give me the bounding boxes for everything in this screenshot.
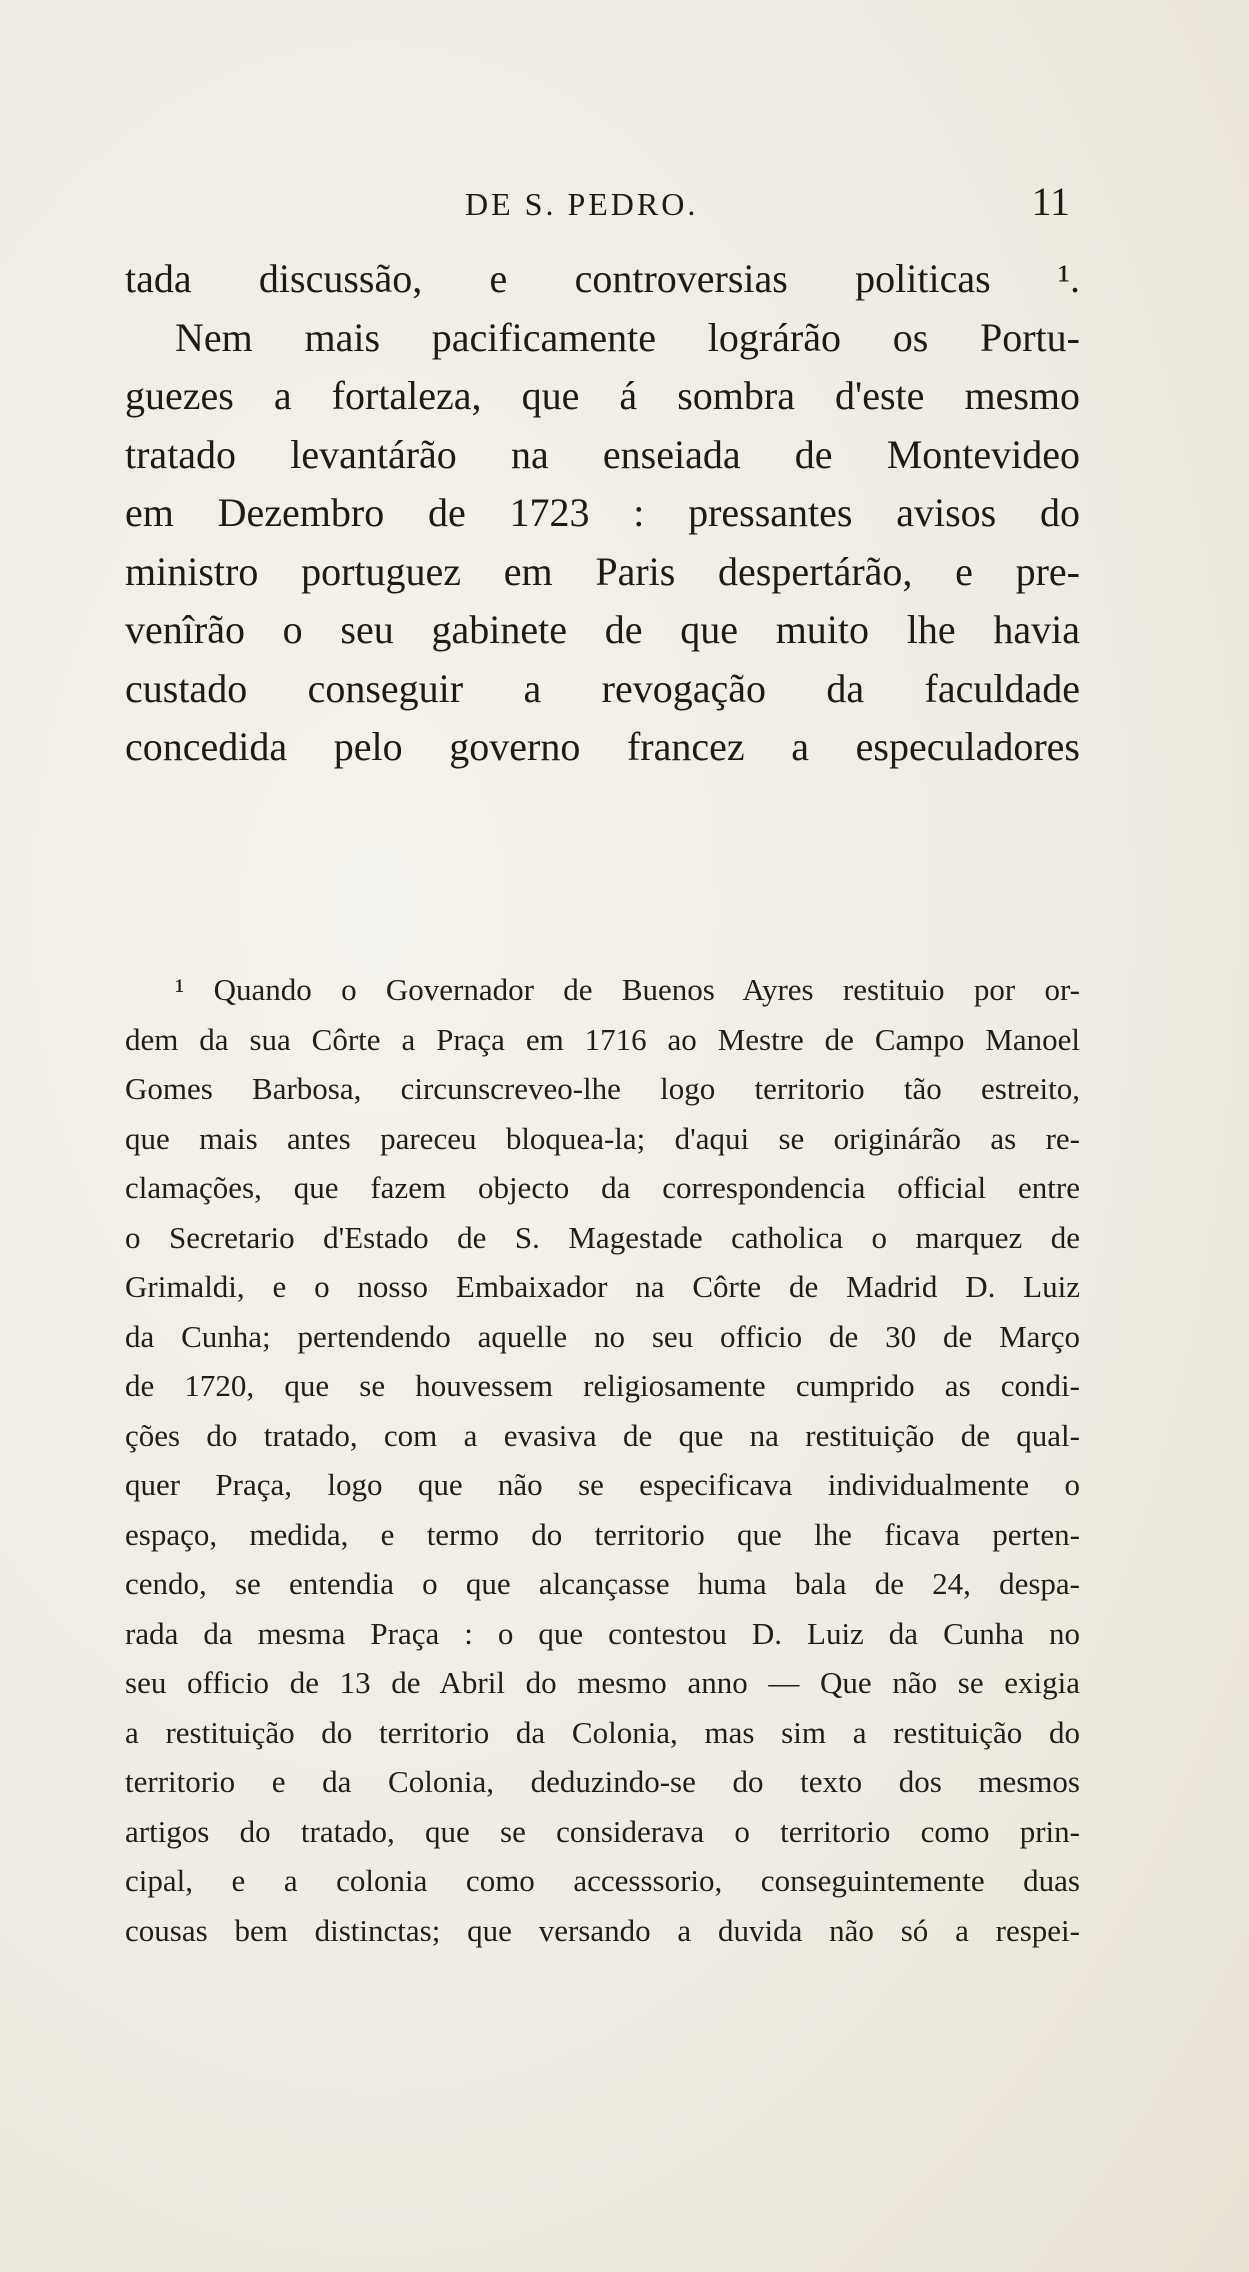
- text-line: tratado levantárão na enseiada de Montevideo: [125, 431, 1080, 477]
- footnote-line: da Cunha; pertendendo aquelle no seu officio de 30 de Março: [125, 1318, 1080, 1354]
- footnote-line: o Secretario d'Estado de S. Magestade catholica o marquez de: [125, 1219, 1080, 1255]
- footnote-line: rada da mesma Praça : o que contestou D. Luiz da Cunha no: [125, 1615, 1080, 1651]
- footnote-line: quer Praça, logo que não se especificava individualmente o: [125, 1467, 1080, 1502]
- footnote-line: ções do tratado, com a evasiva de que na restituição de qual-: [125, 1417, 1080, 1453]
- footnote-line: cipal, e a colonia como accesssorio, conseguintemente duas: [125, 1863, 1080, 1898]
- footnote-line: ¹ Quando o Governador de Buenos Ayres restituio por or-: [175, 972, 1080, 1007]
- footnote-line: espaço, medida, e termo do territorio que lhe ficava perten-: [125, 1516, 1080, 1552]
- footnote-line: Gomes Barbosa, circunscreveo-lhe logo territorio tão estreito,: [125, 1071, 1080, 1106]
- text-line: Nem mais pacificamente lográrão os Portu-: [175, 314, 1080, 360]
- footnote-line: cousas bem distinctas; que versando a duvida não só a respei-: [125, 1912, 1080, 1948]
- footnote-line: seu officio de 13 de Abril do mesmo anno — Que não se exigia: [125, 1665, 1080, 1700]
- text-line: tada discussão, e controversias politicas ¹.: [125, 256, 1080, 301]
- footnote: [125, 965, 1080, 1955]
- text-line: concedida pelo governo francez a especuladores: [125, 724, 1080, 769]
- footnote-line: dem da sua Côrte a Praça em 1716 ao Mestre de Campo Manoel: [125, 1021, 1080, 1057]
- page-header: [125, 178, 1080, 228]
- footnote-line: territorio e da Colonia, deduzindo-se do texto dos mesmos: [125, 1764, 1080, 1799]
- text-line: venîrão o seu gabinete de que muito lhe havia: [125, 607, 1080, 652]
- footnote-line: que mais antes pareceu bloquea-la; d'aqui se originárão as re-: [125, 1120, 1080, 1156]
- text-line: em Dezembro de 1723 : pressantes avisos do: [125, 490, 1080, 535]
- footnote-line: Grimaldi, e o nosso Embaixador na Côrte de Madrid D. Luiz: [125, 1269, 1080, 1304]
- footnote-line: de 1720, que se houvessem religiosamente cumprido as condi-: [125, 1368, 1080, 1403]
- page-number: 11: [1031, 179, 1070, 224]
- footnote-line: a restituição do territorio da Colonia, mas sim a restituição do: [125, 1714, 1080, 1750]
- text-line: ministro portuguez em Paris despertárão, e pre-: [125, 548, 1080, 594]
- text-line: guezes a fortaleza, que á sombra d'este mesmo: [125, 373, 1080, 418]
- running-title: DE S. PEDRO.: [465, 186, 699, 222]
- footnote-line: cendo, se entendia o que alcançasse huma bala de 24, despa-: [125, 1566, 1080, 1601]
- main-text: [125, 250, 1080, 777]
- footnote-line: artigos do tratado, que se considerava o territorio como prin-: [125, 1813, 1080, 1849]
- text-line: custado conseguir a revogação da faculdade: [125, 665, 1080, 711]
- footnote-line: clamações, que fazem objecto da correspondencia official entre: [125, 1170, 1080, 1205]
